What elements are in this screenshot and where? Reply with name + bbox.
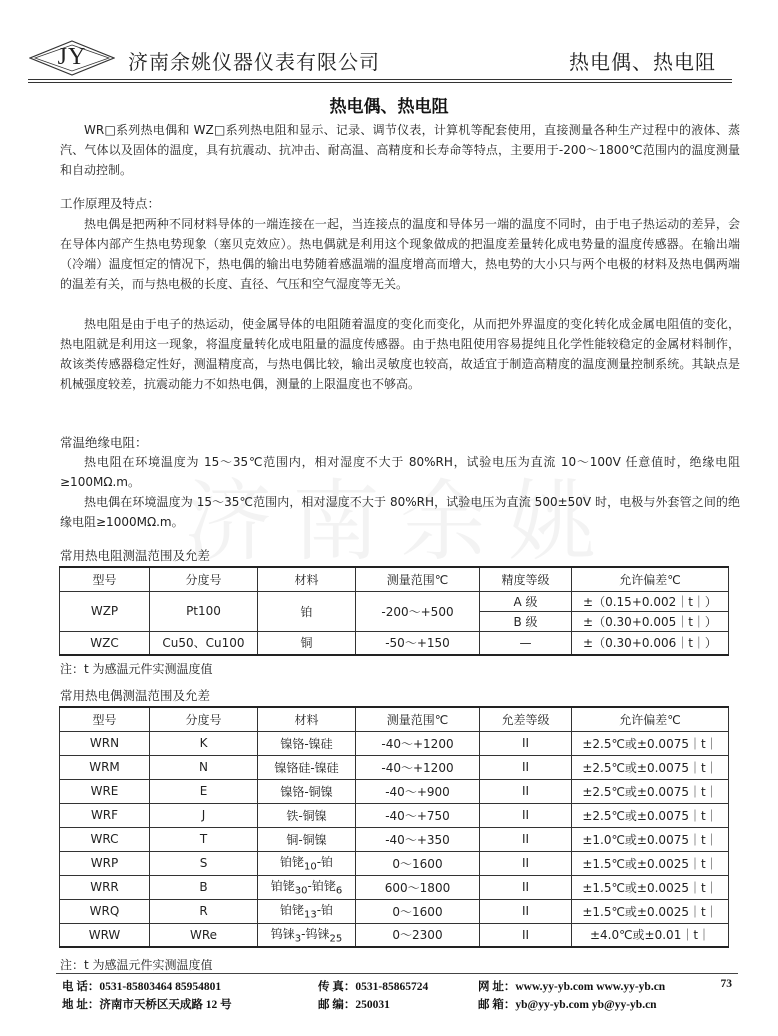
insulation-paragraph-rtd: 热电阻在环境温度为 15～35℃范围内，相对湿度不大于 80%RH，试验电压为直流 10～100V 任意值时，绝缘电阻≥100MΩ.m。 bbox=[60, 455, 740, 489]
tc-range: 0～1600 bbox=[356, 899, 480, 923]
tc-material: 镍铬-铜镍 bbox=[258, 779, 356, 803]
tc-index: E bbox=[150, 779, 258, 803]
tc-model: WRC bbox=[60, 827, 150, 851]
tc-header-model: 型号 bbox=[60, 707, 150, 731]
tc-index: R bbox=[150, 899, 258, 923]
rtd-wzp-grade-b: B 级 bbox=[480, 611, 572, 631]
header-rule-bottom bbox=[28, 82, 732, 83]
rtd-wzp-tolerance-a: ±（0.15+0.002｜t｜） bbox=[572, 591, 729, 611]
tc-range: 0～2300 bbox=[356, 923, 480, 947]
tc-tolerance: ±4.0℃或±0.01｜t｜ bbox=[572, 923, 729, 947]
tc-grade: II bbox=[480, 899, 572, 923]
rtd-wzp-grade-a: A 级 bbox=[480, 591, 572, 611]
rtd-table-header-row bbox=[60, 567, 729, 591]
table-row bbox=[60, 923, 729, 947]
table-row bbox=[60, 591, 729, 611]
table-row bbox=[60, 899, 729, 923]
footer-email bbox=[478, 996, 657, 1012]
rtd-table-note: 注：t 为感温元件实测温度值 bbox=[60, 662, 213, 676]
tc-header-material: 材料 bbox=[258, 707, 356, 731]
insulation-heading: 常温绝缘电阻： bbox=[60, 435, 148, 450]
rtd-wzc-index: Cu50、Cu100 bbox=[150, 631, 258, 655]
tc-model: WRQ bbox=[60, 899, 150, 923]
footer-website-value[interactable]: www.yy-yb.com www.yy-yb.cn bbox=[515, 981, 666, 993]
table-row bbox=[60, 731, 729, 755]
footer-phone-label: 电 话： bbox=[62, 981, 100, 993]
tc-index: N bbox=[150, 755, 258, 779]
tc-material: 镍铬硅-镍硅 bbox=[258, 755, 356, 779]
footer-fax bbox=[318, 978, 428, 994]
tc-material-subscript: 30 bbox=[294, 885, 308, 897]
tc-table-title: 常用热电偶测温范围及允差 bbox=[60, 688, 211, 703]
rtd-wzc-model: WZC bbox=[60, 631, 150, 655]
principle-heading: 工作原理及特点： bbox=[60, 196, 161, 211]
tc-material bbox=[258, 875, 356, 899]
company-logo bbox=[29, 40, 115, 76]
tc-header-index: 分度号 bbox=[150, 707, 258, 731]
tc-material-part: 铂铑 bbox=[270, 879, 295, 894]
table-row bbox=[60, 827, 729, 851]
tc-grade: II bbox=[480, 755, 572, 779]
tc-tolerance: ±1.5℃或±0.0025｜t｜ bbox=[572, 875, 729, 899]
tc-material-part: 钨铼 bbox=[270, 927, 295, 942]
footer-phone-value: 0531-85803464 85954801 bbox=[99, 981, 222, 993]
tc-index: S bbox=[150, 851, 258, 875]
tc-table-note: 注：t 为感温元件实测温度值 bbox=[60, 958, 213, 972]
company-name: 济南余姚仪器仪表有限公司 bbox=[128, 50, 380, 74]
table-row bbox=[60, 755, 729, 779]
principle-paragraph-thermocouple: 热电偶是把两种不同材料导体的一端连接在一起，当连接点的温度和导体另一端的温度不同时，由于电子热运动的差异，会在导体内部产生热电势现象（塞贝克效应）。热电偶就是利用这个现象做成的把温度差量转化成电势量的温度传感器。在输出端（冷端）温度恒定的情况下，热电偶的输出电势随着感温端的温度增高而增大，热电势的大小只与两个电极的材料及热电偶两端的温差有关，而与热电极的长度、直径、气压和空气湿度等无关。 bbox=[60, 217, 740, 291]
tc-grade: II bbox=[480, 923, 572, 947]
tc-grade: II bbox=[480, 875, 572, 899]
tc-material-subscript: 6 bbox=[335, 885, 343, 897]
table-row bbox=[60, 779, 729, 803]
tc-model: WRE bbox=[60, 779, 150, 803]
footer-fax-value: 0531-85865724 bbox=[355, 981, 429, 993]
tc-range: -40～+1200 bbox=[356, 755, 480, 779]
tc-grade: II bbox=[480, 851, 572, 875]
tc-range: -40～+900 bbox=[356, 779, 480, 803]
rtd-header-material: 材料 bbox=[258, 567, 356, 591]
footer-zip-label: 邮 编： bbox=[318, 999, 356, 1011]
tc-tolerance: ±1.5℃或±0.0025｜t｜ bbox=[572, 899, 729, 923]
tc-material-subscript: 13 bbox=[303, 909, 317, 921]
table-row bbox=[60, 875, 729, 899]
page-number: 73 bbox=[720, 978, 732, 990]
rtd-wzp-tolerance-b: ±（0.30+0.005｜t｜） bbox=[572, 611, 729, 631]
footer-rule bbox=[56, 973, 738, 974]
rtd-wzp-range: -200～+500 bbox=[356, 591, 480, 631]
rtd-wzp-index: Pt100 bbox=[150, 591, 258, 631]
tc-index: B bbox=[150, 875, 258, 899]
tc-material: 镍铬-镍硅 bbox=[258, 731, 356, 755]
tc-material: 铜-铜镍 bbox=[258, 827, 356, 851]
rtd-wzc-material: 铜 bbox=[258, 631, 356, 655]
tc-material-part: -铂 bbox=[316, 855, 334, 870]
rtd-header-range: 测量范围℃ bbox=[356, 567, 480, 591]
tc-index: T bbox=[150, 827, 258, 851]
tc-material bbox=[258, 899, 356, 923]
tc-grade: II bbox=[480, 731, 572, 755]
tc-material: 铁-铜镍 bbox=[258, 803, 356, 827]
tc-material-part: -铂铑 bbox=[307, 879, 336, 894]
tc-header-tolerance: 允许偏差℃ bbox=[572, 707, 729, 731]
tc-index: K bbox=[150, 731, 258, 755]
tc-tolerance: ±1.5℃或±0.0025｜t｜ bbox=[572, 851, 729, 875]
tc-material-subscript: 3 bbox=[294, 933, 302, 945]
rtd-wzc-tolerance: ±（0.30+0.006｜t｜） bbox=[572, 631, 729, 655]
tc-range: -40～+1200 bbox=[356, 731, 480, 755]
footer-email-value[interactable]: yb@yy-yb.com yb@yy-yb.cn bbox=[515, 999, 657, 1011]
header-rule-top bbox=[28, 79, 732, 80]
tc-index: WRe bbox=[150, 923, 258, 947]
footer-phone bbox=[62, 978, 221, 994]
tc-material-part: -铂 bbox=[316, 903, 334, 918]
intro-paragraph: WR□系列热电偶和 WZ□系列热电阻和显示、记录、调节仪表，计算机等配套使用，直接测量各种生产过程中的液体、蒸汽、气体以及固体的温度，具有抗震动、抗冲击、耐高温、高精度和长寿命等特点，主要用于-200～1800℃范围内的温度测量和自动控制。 bbox=[60, 123, 740, 177]
rtd-header-model: 型号 bbox=[60, 567, 150, 591]
tc-material-subscript: 10 bbox=[303, 861, 317, 873]
tc-material-part: -钨铼 bbox=[301, 927, 330, 942]
tc-material-subscript: 25 bbox=[329, 933, 343, 945]
tc-table bbox=[59, 706, 729, 948]
tc-index: J bbox=[150, 803, 258, 827]
tc-material-part: 铂铑 bbox=[279, 855, 304, 870]
rtd-table bbox=[59, 566, 729, 656]
tc-header-range: 测量范围℃ bbox=[356, 707, 480, 731]
insulation-paragraph-thermocouple: 热电偶在环境温度为 15～35℃范围内，相对湿度不大于 80%RH，试验电压为直流 500±50V 时，电极与外套管之间的绝缘电阻≥1000MΩ.m。 bbox=[60, 495, 740, 529]
tc-grade: II bbox=[480, 827, 572, 851]
tc-tolerance: ±2.5℃或±0.0075｜t｜ bbox=[572, 755, 729, 779]
tc-range: -40～+750 bbox=[356, 803, 480, 827]
footer-zip-value: 250031 bbox=[355, 999, 390, 1011]
page-title: 热电偶、热电阻 bbox=[329, 97, 449, 117]
tc-model: WRP bbox=[60, 851, 150, 875]
footer-address-value: 济南市天桥区天成路 12 号 bbox=[99, 999, 232, 1011]
table-row bbox=[60, 631, 729, 655]
tc-range: -40～+350 bbox=[356, 827, 480, 851]
footer-address bbox=[62, 996, 232, 1012]
tc-grade: II bbox=[480, 803, 572, 827]
table-row bbox=[60, 851, 729, 875]
tc-tolerance: ±1.0℃或±0.0075｜t｜ bbox=[572, 827, 729, 851]
tc-material-part: 铂铑 bbox=[279, 903, 304, 918]
tc-tolerance: ±2.5℃或±0.0075｜t｜ bbox=[572, 731, 729, 755]
footer-website-label: 网 址： bbox=[478, 981, 516, 993]
rtd-wzc-range: -50～+150 bbox=[356, 631, 480, 655]
rtd-table-title: 常用热电阻测温范围及允差 bbox=[60, 548, 211, 563]
footer-address-label: 地 址： bbox=[62, 999, 100, 1011]
rtd-wzc-grade: — bbox=[480, 631, 572, 655]
tc-model: WRF bbox=[60, 803, 150, 827]
rtd-wzp-model: WZP bbox=[60, 591, 150, 631]
rtd-header-grade: 精度等级 bbox=[480, 567, 572, 591]
footer-fax-label: 传 真： bbox=[318, 981, 356, 993]
rtd-header-index: 分度号 bbox=[150, 567, 258, 591]
footer-email-label: 邮 箱： bbox=[478, 999, 516, 1011]
tc-material bbox=[258, 923, 356, 947]
tc-grade: II bbox=[480, 779, 572, 803]
tc-model: WRW bbox=[60, 923, 150, 947]
principle-paragraph-rtd: 热电阻是由于电子的热运动，使金属导体的电阻随着温度的变化而变化，从而把外界温度的变化转化成金属电阻值的变化，热电阻就是利用这一现象，将温度量转化成电阻量的温度传感器。由于热电阻使用容易提纯且化学性能较稳定的金属材料制作，故该类传感器稳定性好，测温精度高，与热电偶比较，输出灵敏度也较高，故适宜于制造高精度的温度测量控制系统。其缺点是机械强度较差，抗震动能力不如热电偶，测量的上限温度也不够高。 bbox=[60, 317, 740, 391]
rtd-header-tolerance: 允许偏差℃ bbox=[572, 567, 729, 591]
tc-tolerance: ±2.5℃或±0.0075｜t｜ bbox=[572, 803, 729, 827]
logo-text: JY bbox=[57, 44, 87, 70]
table-row bbox=[60, 803, 729, 827]
footer-zip bbox=[318, 996, 390, 1012]
header-category: 热电偶、热电阻 bbox=[569, 50, 716, 74]
rtd-wzp-material: 铂 bbox=[258, 591, 356, 631]
tc-header-grade: 允差等级 bbox=[480, 707, 572, 731]
tc-model: WRR bbox=[60, 875, 150, 899]
tc-model: WRN bbox=[60, 731, 150, 755]
tc-range: 0～1600 bbox=[356, 851, 480, 875]
tc-range: 600～1800 bbox=[356, 875, 480, 899]
tc-material bbox=[258, 851, 356, 875]
tc-table-header-row bbox=[60, 707, 729, 731]
footer-website bbox=[478, 978, 665, 994]
tc-model: WRM bbox=[60, 755, 150, 779]
tc-tolerance: ±2.5℃或±0.0075｜t｜ bbox=[572, 779, 729, 803]
